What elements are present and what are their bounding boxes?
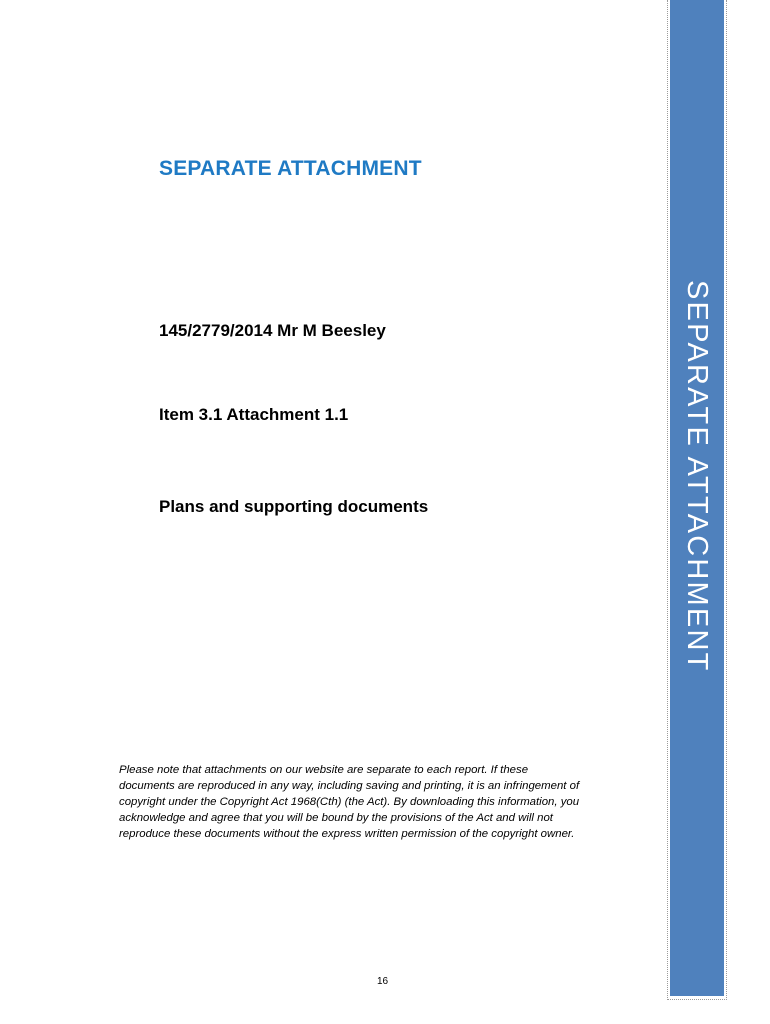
item-line: Item 3.1 Attachment 1.1: [159, 405, 349, 424]
page-heading: SEPARATE ATTACHMENT: [159, 157, 422, 180]
side-tab-label: SEPARATE ATTACHMENT: [681, 280, 713, 673]
reference-line: 145/2779/2014 Mr M Beesley: [159, 321, 386, 340]
description-line: Plans and supporting documents: [159, 497, 429, 516]
page-number: 16: [377, 976, 389, 987]
copyright-disclaimer: Please note that attachments on our website are separate to each report. If these documents are reproduced in any way, including saving and printing, it is an infringement of copyright under the Copyright Act 1968(Cth) (the Act). By downloading this information, you acknowledge and agree that you will be bound by the provisions of the Act and will not reproduce these documents without the express written permission of the copyright owner.: [119, 764, 580, 840]
